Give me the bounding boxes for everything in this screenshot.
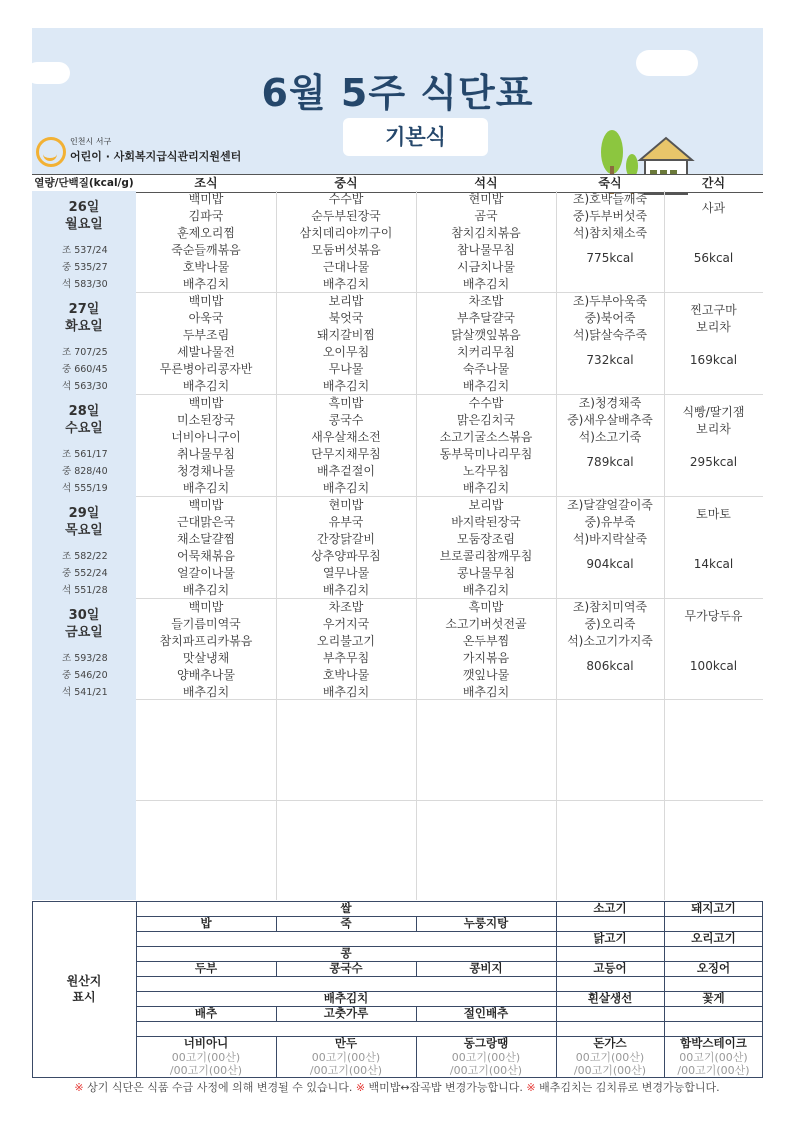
porridge-kcal: 806kcal [586, 659, 634, 673]
origin-rice: 쌀 [340, 901, 352, 915]
menu-type-badge: 기본식 [343, 118, 488, 156]
porridge-item: 조)청경채죽 [578, 396, 642, 410]
breakfast-item: 얼갈이나물 [177, 566, 235, 580]
lunch-item: 오이무침 [322, 345, 370, 359]
nutrition-value: 조 707/25 [62, 347, 108, 358]
grid-line [664, 191, 665, 900]
porridge-kcal: 775kcal [586, 251, 634, 265]
dinner-item: 배추김치 [462, 379, 510, 393]
grid-line [136, 800, 763, 801]
breakfast-item: 채소달걀찜 [177, 532, 235, 546]
day-weekday: 월요일 [65, 217, 103, 232]
org-name: 어린이 · 사회복지급식관리지원센터 [70, 150, 242, 163]
porridge-item: 석)바지락살죽 [572, 532, 648, 546]
origin-pork: 돼지고기 [691, 901, 736, 915]
lunch-item: 단무지채무침 [311, 447, 381, 461]
porridge-item: 조)참치미역죽 [572, 600, 648, 614]
porridge-item: 중)오리죽 [584, 617, 636, 631]
day-weekday: 목요일 [65, 523, 103, 538]
origin-placeholder: 00고기(00산) [171, 1051, 241, 1064]
origin-chili: 고춧가루 [323, 1006, 369, 1020]
dinner-item: 보리밥 [468, 498, 504, 512]
origin-beef: 소고기 [593, 901, 627, 915]
origin-donkkas: 돈가스 [593, 1036, 627, 1050]
lunch-item: 삼치데리야끼구이 [299, 226, 393, 240]
dinner-item: 가지볶음 [462, 651, 510, 665]
day-date [32, 505, 136, 539]
breakfast-item: 백미밥 [188, 396, 224, 410]
col-nutrition: 열량/단백질(kcal/g) [34, 177, 134, 189]
snack-kcal: 295kcal [689, 455, 738, 469]
col-dinner: 석식 [474, 176, 498, 190]
nutrition-value: 조 582/22 [62, 551, 108, 562]
dinner-item: 깻잎나물 [462, 668, 510, 682]
col-snack: 간식 [701, 176, 726, 190]
day-date [32, 301, 136, 335]
porridge-item: 중)유부죽 [584, 515, 636, 529]
lunch-item: 새우살채소전 [311, 430, 381, 444]
nutrition-value: 중 552/24 [62, 568, 108, 579]
dinner-item: 소고기버섯전골 [445, 617, 527, 631]
nutrition-value: 조 561/17 [62, 449, 108, 460]
origin-kongbiji: 콩비지 [469, 961, 503, 975]
org-region: 인천시 서구 [70, 137, 112, 146]
col-lunch: 중식 [334, 176, 358, 190]
porridge-item: 조)달걀얼갈이죽 [567, 498, 653, 512]
porridge-item: 석)소고기가지죽 [567, 634, 653, 648]
note-mark: ※ [74, 1081, 84, 1094]
breakfast-item: 무른병아리콩자반 [159, 362, 253, 376]
day-date-number: 27일 [68, 302, 100, 317]
origin-crab: 꽃게 [702, 991, 725, 1005]
lunch-item: 무나물 [328, 362, 364, 376]
lunch-item: 열무나물 [322, 566, 370, 580]
dinner-item: 곰국 [474, 209, 498, 223]
day-date-number: 28일 [68, 404, 100, 419]
snack-item: 사과 [701, 200, 726, 215]
origin-placeholder: /00고기(00산) [449, 1064, 523, 1077]
nutrition-value: 석 583/30 [62, 279, 108, 290]
dinner-item: 수수밥 [468, 396, 504, 410]
origin-chicken: 닭고기 [593, 931, 627, 945]
lunch-item: 배추김치 [322, 481, 370, 495]
origin-grid-line [136, 976, 763, 977]
col-breakfast: 조식 [194, 176, 218, 190]
nutrition-value: 중 535/27 [62, 262, 108, 273]
dinner-item: 브로콜리참깨무침 [439, 549, 533, 563]
porridge-kcal: 904kcal [586, 557, 634, 571]
dinner-item: 온두부찜 [462, 634, 510, 648]
breakfast-item: 백미밥 [188, 498, 224, 512]
breakfast-item: 배추김치 [182, 277, 230, 291]
dinner-item: 시금치나물 [457, 260, 515, 274]
header-banner [32, 28, 763, 174]
porridge-item: 중)두부버섯죽 [572, 209, 648, 223]
lunch-item: 배추김치 [322, 277, 370, 291]
origin-juk: 죽 [340, 916, 352, 930]
origin-placeholder: /00고기(00산) [677, 1064, 750, 1077]
lunch-item: 모둠버섯볶음 [311, 243, 381, 257]
breakfast-item: 죽순들깨볶음 [171, 243, 241, 257]
snack-item: 보리차 [696, 319, 731, 334]
lunch-item: 근대나물 [322, 260, 370, 274]
origin-hamburg: 함박스테이크 [680, 1036, 747, 1050]
dinner-item: 숙주나물 [462, 362, 510, 376]
nutrition-value: 조 593/28 [62, 653, 108, 664]
origin-bap: 밥 [200, 916, 212, 930]
nutrition-value: 석 551/28 [62, 585, 108, 596]
day-date-number: 26일 [68, 200, 100, 215]
origin-placeholder: 00고기(00산) [575, 1051, 645, 1064]
dinner-item: 치커리무침 [457, 345, 515, 359]
note-2: 백미밥↔잡곡밥 변경가능합니다. [365, 1081, 527, 1094]
dinner-item: 바지락된장국 [451, 515, 521, 529]
breakfast-item: 맛살냉채 [182, 651, 230, 665]
porridge-item: 석)닭살숙주죽 [572, 328, 648, 342]
origin-tofu: 두부 [194, 961, 218, 975]
dinner-item: 모둠장조림 [457, 532, 515, 546]
origin-whitefish: 흰살생선 [587, 991, 633, 1005]
porridge-item: 석)소고기죽 [578, 430, 642, 444]
lunch-item: 보리밥 [328, 294, 364, 308]
dinner-item: 현미밥 [468, 192, 504, 206]
dinner-item: 참치김치볶음 [451, 226, 521, 240]
breakfast-item: 청경채나물 [177, 464, 235, 478]
dinner-item: 배추김치 [462, 277, 510, 291]
dinner-item: 부추달걀국 [457, 311, 515, 325]
nutrition-value: 중 828/40 [62, 466, 108, 477]
lunch-item: 호박나물 [322, 668, 370, 682]
origin-label-text: 원산지 표시 [66, 974, 102, 1004]
dinner-item: 닭살깻잎볶음 [451, 328, 521, 342]
day-date [32, 607, 136, 641]
dinner-item: 배추김치 [462, 481, 510, 495]
note-1: 상기 식단은 식품 수급 사정에 의해 변경될 수 있습니다. [83, 1081, 356, 1094]
breakfast-item: 배추김치 [182, 685, 230, 699]
breakfast-item: 배추김치 [182, 481, 230, 495]
breakfast-item: 들기름미역국 [171, 617, 241, 631]
lunch-item: 배추김치 [322, 685, 370, 699]
breakfast-item: 훈제오리찜 [177, 226, 235, 240]
lunch-item: 배추김치 [322, 583, 370, 597]
porridge-item: 석)참치채소죽 [572, 226, 648, 240]
snack-item: 토마토 [696, 506, 731, 521]
origin-nurungji: 누룽지탕 [463, 916, 509, 930]
lunch-item: 간장닭갈비 [317, 532, 375, 546]
breakfast-item: 호박나물 [182, 260, 230, 274]
dinner-item: 배추김치 [462, 685, 510, 699]
day-cell [32, 395, 136, 497]
origin-placeholder: /00고기(00산) [169, 1064, 243, 1077]
porridge-item: 중)새우살배추죽 [567, 413, 653, 427]
dinner-item: 소고기굴소스볶음 [439, 430, 533, 444]
nutrition-value: 석 541/21 [62, 687, 108, 698]
origin-placeholder: /00고기(00산) [309, 1064, 383, 1077]
origin-donggeurang: 동그랑땡 [463, 1036, 509, 1050]
origin-duck: 오리고기 [691, 931, 736, 945]
snack-item: 무가당두유 [684, 608, 743, 623]
lunch-item: 차조밥 [328, 600, 364, 614]
porridge-kcal: 789kcal [586, 455, 634, 469]
smile-logo-icon [36, 137, 66, 167]
snack-kcal: 169kcal [689, 353, 738, 367]
porridge-item: 중)북어죽 [584, 311, 636, 325]
origin-placeholder: /00고기(00산) [573, 1064, 647, 1077]
breakfast-item: 미소된장국 [177, 413, 235, 427]
origin-mackerel: 고등어 [593, 961, 627, 975]
origin-salted-cabbage: 절인배추 [463, 1006, 509, 1020]
snack-kcal: 100kcal [689, 659, 738, 673]
origin-placeholder: 00고기(00산) [679, 1051, 748, 1064]
note-mark: ※ [355, 1081, 366, 1094]
day-cell [32, 497, 136, 599]
breakfast-item: 김파국 [188, 209, 224, 223]
nutrition-value: 중 660/45 [62, 364, 108, 375]
dinner-item: 동부묵미나리무침 [439, 447, 533, 461]
breakfast-item: 너비아니구이 [171, 430, 241, 444]
page-title: 6월 5주 식단표 [261, 71, 534, 115]
day-date [32, 199, 136, 233]
lunch-item: 콩국수 [328, 413, 364, 427]
lunch-item: 유부국 [328, 515, 364, 529]
porridge-item: 조)두부아욱죽 [572, 294, 648, 308]
lunch-item: 수수밥 [328, 192, 364, 206]
day-date-number: 29일 [68, 506, 100, 521]
nutrition-value: 석 563/30 [62, 381, 108, 392]
day-cell [32, 599, 136, 701]
lunch-item: 배추김치 [322, 379, 370, 393]
lunch-item: 순두부된장국 [311, 209, 381, 223]
origin-kimchi: 배추김치 [323, 991, 369, 1005]
snack-item: 보리차 [696, 421, 731, 436]
lunch-item: 북엇국 [328, 311, 364, 325]
breakfast-item: 양배추나물 [177, 668, 235, 682]
origin-grid-line [136, 1021, 763, 1022]
dinner-item: 흑미밥 [468, 600, 504, 614]
breakfast-item: 근대맑은국 [177, 515, 235, 529]
lunch-item: 배추겉절이 [317, 464, 375, 478]
breakfast-item: 백미밥 [188, 192, 224, 206]
breakfast-item: 배추김치 [182, 583, 230, 597]
lunch-item: 현미밥 [328, 498, 364, 512]
nutrition-value: 조 537/24 [62, 245, 108, 256]
day-cell [32, 293, 136, 395]
origin-bean: 콩 [340, 946, 352, 960]
lunch-item: 상추양파무침 [311, 549, 381, 563]
day-date [32, 403, 136, 437]
porridge-item: 조)호박들깨죽 [572, 192, 648, 206]
lunch-item: 흑미밥 [328, 396, 364, 410]
dinner-item: 맑은김치국 [457, 413, 515, 427]
lunch-item: 오리불고기 [317, 634, 375, 648]
porridge-kcal: 732kcal [586, 353, 634, 367]
note-mark: ※ [526, 1081, 536, 1094]
origin-squid: 오징어 [696, 961, 731, 975]
snack-item: 찐고구마 [690, 302, 737, 317]
lunch-item: 돼지갈비찜 [317, 328, 375, 342]
breakfast-item: 세발나물전 [177, 345, 235, 359]
day-date-number: 30일 [68, 608, 100, 623]
day-weekday: 금요일 [65, 625, 103, 640]
day-weekday: 수요일 [65, 421, 103, 436]
lunch-item: 우거지국 [322, 617, 370, 631]
snack-kcal: 14kcal [693, 557, 734, 571]
breakfast-item: 아욱국 [188, 311, 224, 325]
breakfast-item: 배추김치 [182, 379, 230, 393]
snack-kcal: 56kcal [693, 251, 734, 265]
origin-label [32, 901, 136, 1078]
origin-mandu: 만두 [334, 1036, 358, 1050]
breakfast-item: 취나물무침 [177, 447, 235, 461]
breakfast-item: 어묵채볶음 [177, 549, 235, 563]
dinner-item: 콩나물무침 [457, 566, 515, 580]
origin-neobiani: 너비아니 [183, 1036, 229, 1050]
dinner-item: 배추김치 [462, 583, 510, 597]
day-cell [32, 191, 136, 293]
day-weekday: 화요일 [65, 319, 103, 334]
breakfast-item: 백미밥 [188, 294, 224, 308]
lunch-item: 부추무침 [322, 651, 370, 665]
breakfast-item: 백미밥 [188, 600, 224, 614]
footer-notes [0, 1079, 794, 1095]
origin-placeholder: 00고기(00산) [311, 1051, 381, 1064]
breakfast-item: 참치파프리카볶음 [159, 634, 253, 648]
col-porridge: 죽식 [598, 176, 622, 190]
org-logo [36, 135, 276, 171]
breakfast-item: 두부조림 [182, 328, 230, 342]
origin-kongguksu: 콩국수 [329, 961, 363, 975]
dinner-item: 차조밥 [468, 294, 504, 308]
origin-cabbage: 배추 [194, 1006, 218, 1020]
nutrition-value: 중 546/20 [62, 670, 108, 681]
note-3: 배추김치는 김치류로 변경가능합니다. [535, 1081, 720, 1094]
dinner-item: 참나물무침 [457, 243, 515, 257]
origin-placeholder: 00고기(00산) [451, 1051, 521, 1064]
nutrition-value: 석 555/19 [62, 483, 108, 494]
dinner-item: 노각무침 [462, 464, 510, 478]
snack-item: 식빵/딸기잼 [682, 404, 745, 419]
